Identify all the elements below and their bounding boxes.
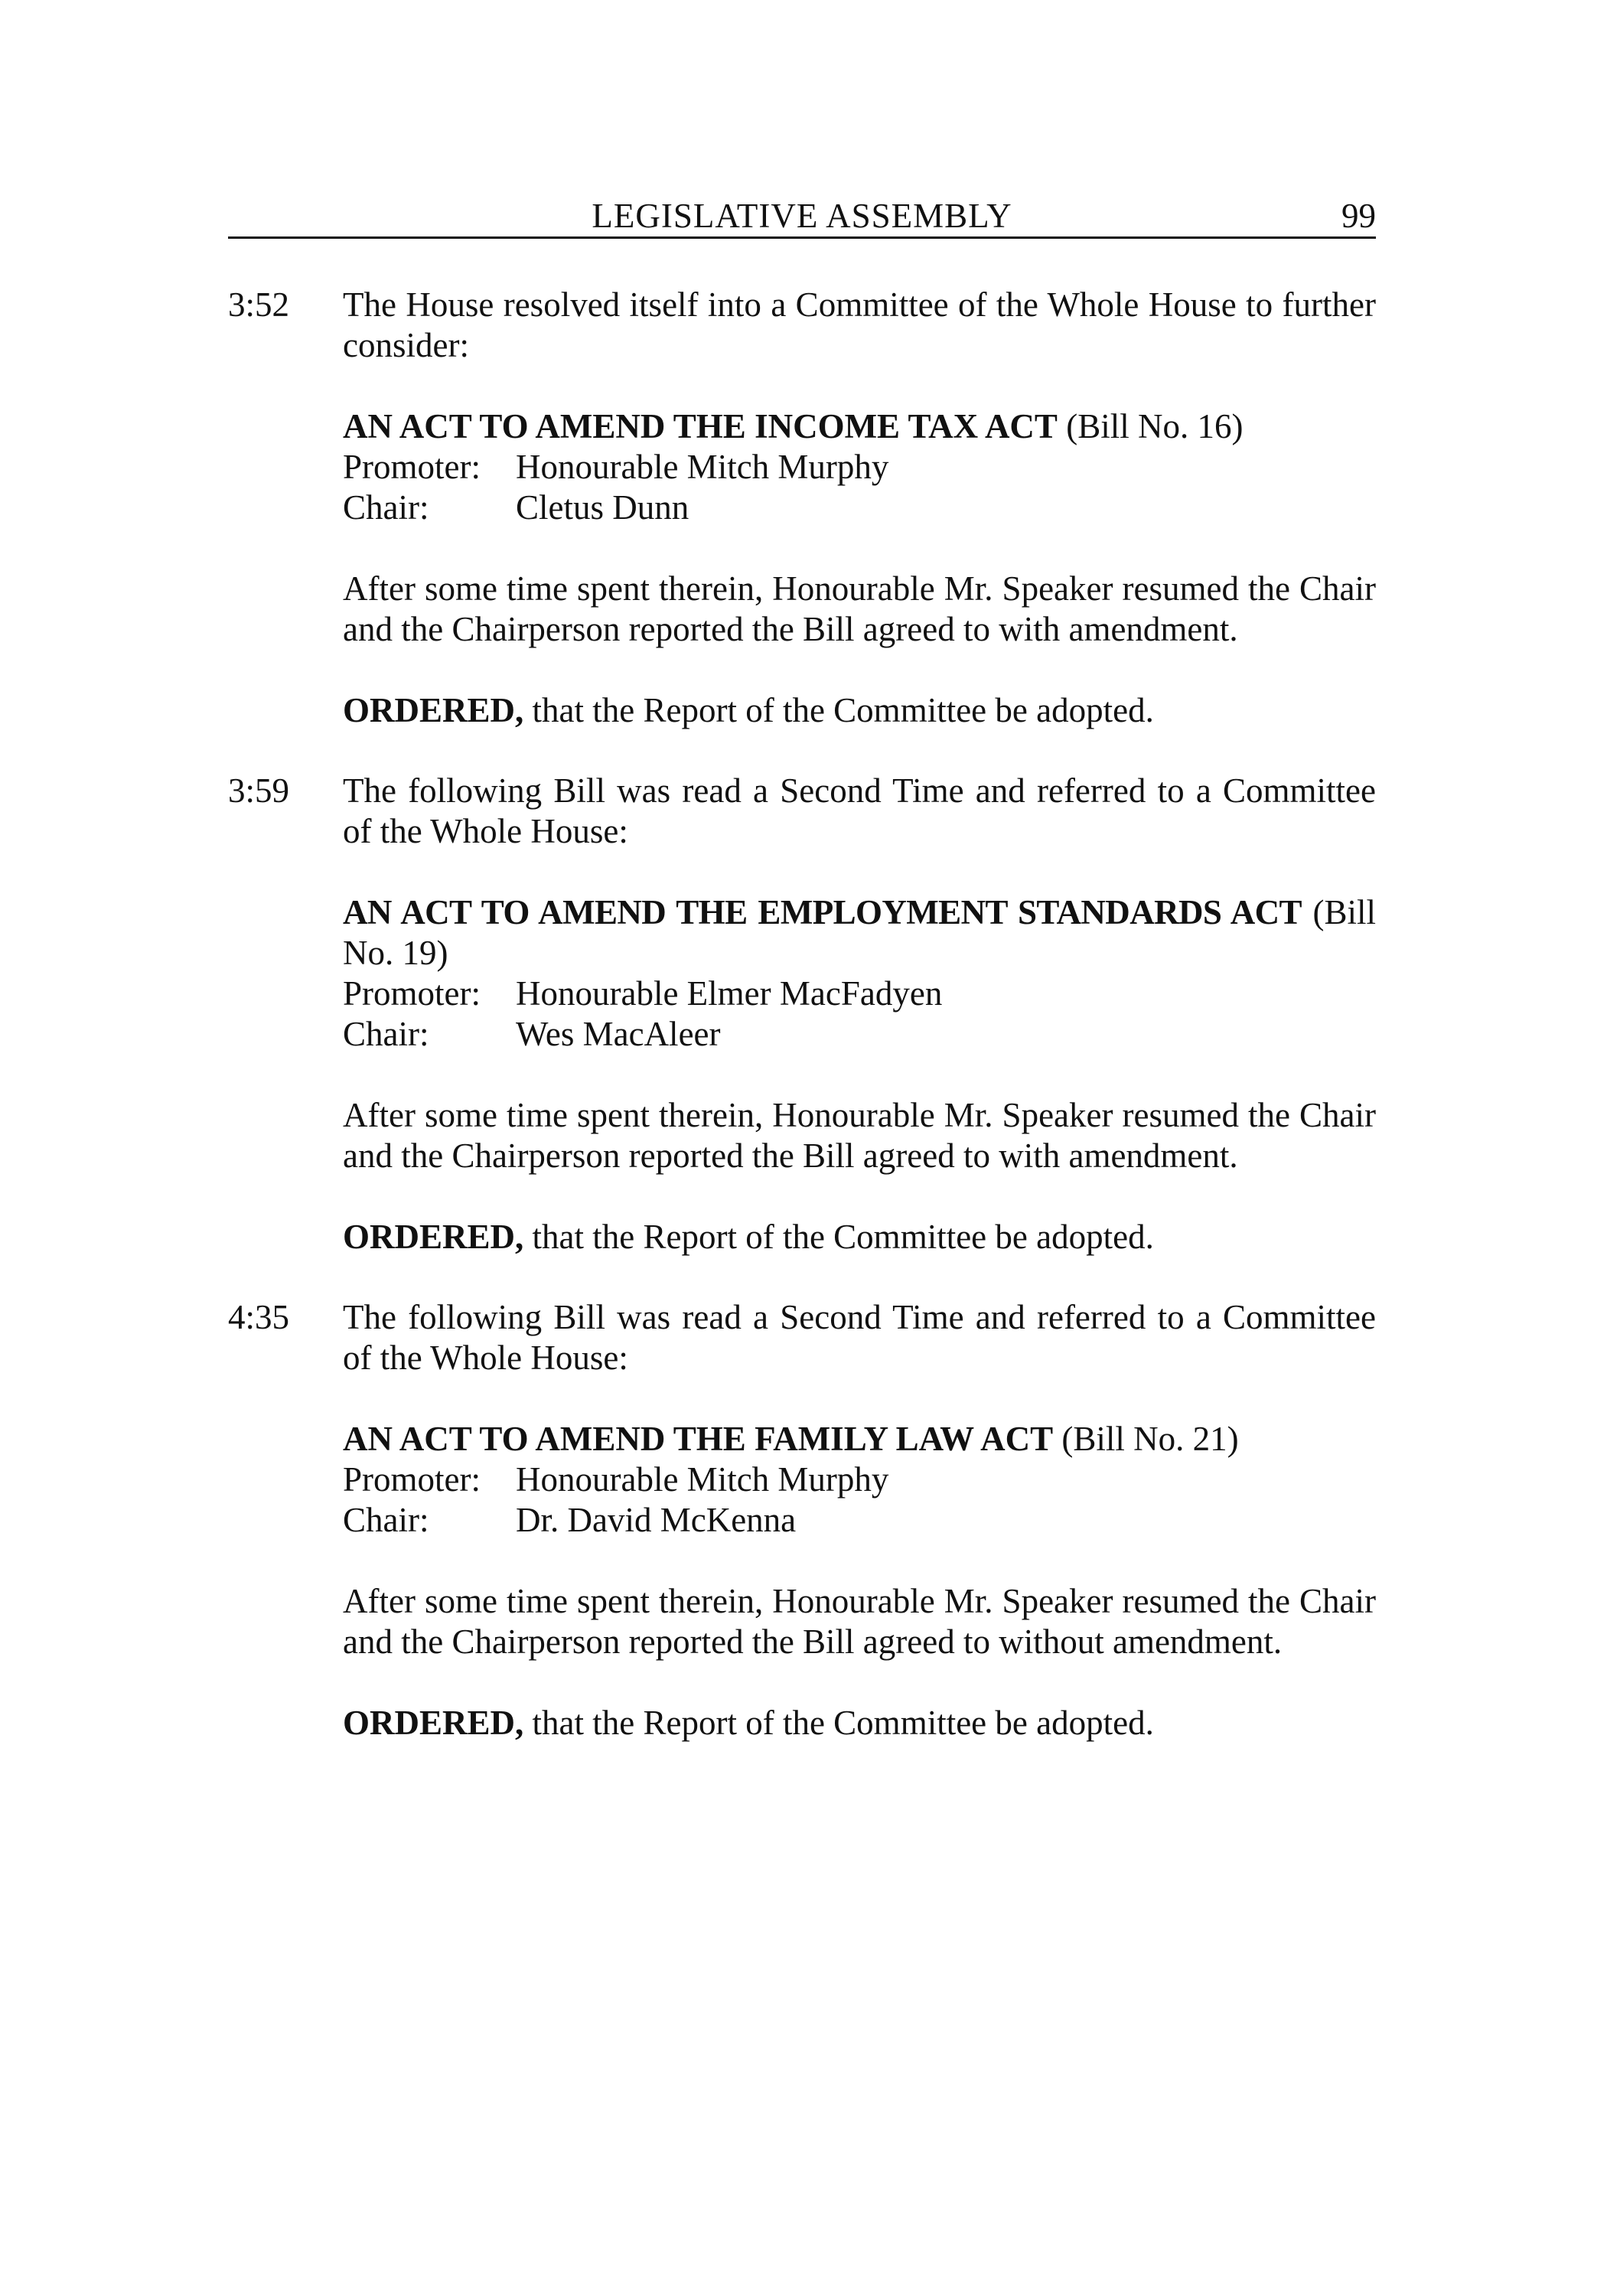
ordered-word: ORDERED, <box>343 1704 524 1742</box>
bill-name: AN ACT TO AMEND THE INCOME TAX ACT <box>343 407 1058 445</box>
committee-report: After some time spent therein, Honourable Mr. Speaker resumed the Chair and the Chairperson reported the Bill agreed to without amendment. <box>343 1582 1376 1661</box>
promoter-row <box>343 974 1376 1014</box>
chair-label: Chair: <box>343 1015 429 1053</box>
entry-time: 3:59 <box>228 771 290 810</box>
chair-name: Cletus Dunn <box>516 488 689 527</box>
journal-entry <box>228 285 1376 731</box>
bill-name: AN ACT TO AMEND THE EMPLOYMENT STANDARDS ACT <box>343 893 1302 931</box>
committee-report: After some time spent therein, Honourable Mr. Speaker resumed the Chair and the Chairperson reported the Bill agreed to with amendment. <box>343 1096 1376 1175</box>
ordered-word: ORDERED, <box>343 1218 524 1256</box>
ordered-statement <box>343 690 1376 731</box>
journal-entry <box>228 1297 1376 1743</box>
header-title: LEGISLATIVE ASSEMBLY <box>592 197 1012 235</box>
chair-name: Wes MacAleer <box>516 1015 721 1053</box>
bill-number: (Bill No. 16) <box>1057 407 1244 445</box>
chair-label: Chair: <box>343 1501 429 1539</box>
journal-entry <box>228 771 1376 1257</box>
committee-report: After some time spent therein, Honourable Mr. Speaker resumed the Chair and the Chairperson reported the Bill agreed to with amendment. <box>343 569 1376 648</box>
ordered-statement <box>343 1703 1376 1743</box>
chair-row <box>343 1014 1376 1055</box>
bill-title <box>343 406 1376 447</box>
ordered-statement <box>343 1217 1376 1257</box>
entry-intro: The House resolved itself into a Committee of the Whole House to further consider: <box>343 285 1376 364</box>
promoter-row <box>343 447 1376 488</box>
page-number: 99 <box>1341 197 1376 235</box>
entry-intro: The following Bill was read a Second Time and referred to a Committee of the Whole House: <box>343 771 1376 850</box>
promoter-label: Promoter: <box>343 448 481 486</box>
document-body <box>228 285 1376 1783</box>
bill-block <box>343 892 1376 1055</box>
chair-row <box>343 1500 1376 1541</box>
entry-intro: The following Bill was read a Second Time and referred to a Committee of the Whole House: <box>343 1298 1376 1377</box>
promoter-row <box>343 1459 1376 1500</box>
bill-block <box>343 1419 1376 1541</box>
promoter-label: Promoter: <box>343 1460 481 1499</box>
entry-time: 3:52 <box>228 285 290 324</box>
chair-name: Dr. David McKenna <box>516 1501 797 1539</box>
promoter-label: Promoter: <box>343 974 481 1013</box>
bill-name: AN ACT TO AMEND THE FAMILY LAW ACT <box>343 1420 1054 1458</box>
bill-title <box>343 892 1376 974</box>
chair-label: Chair: <box>343 488 429 527</box>
ordered-word: ORDERED, <box>343 691 524 729</box>
promoter-name: Honourable Mitch Murphy <box>516 448 889 486</box>
entry-time: 4:35 <box>228 1298 290 1336</box>
bill-title <box>343 1419 1376 1459</box>
chair-row <box>343 488 1376 528</box>
page-header <box>228 194 1376 239</box>
ordered-text: that the Report of the Committee be adopted. <box>523 1218 1154 1256</box>
bill-block <box>343 406 1376 528</box>
ordered-text: that the Report of the Committee be adopted. <box>523 1704 1154 1742</box>
promoter-name: Honourable Elmer MacFadyen <box>516 974 943 1013</box>
promoter-name: Honourable Mitch Murphy <box>516 1460 889 1499</box>
bill-number: (Bill No. 19) <box>343 893 1376 972</box>
ordered-text: that the Report of the Committee be adopted. <box>523 691 1154 729</box>
bill-number: (Bill No. 21) <box>1053 1420 1239 1458</box>
